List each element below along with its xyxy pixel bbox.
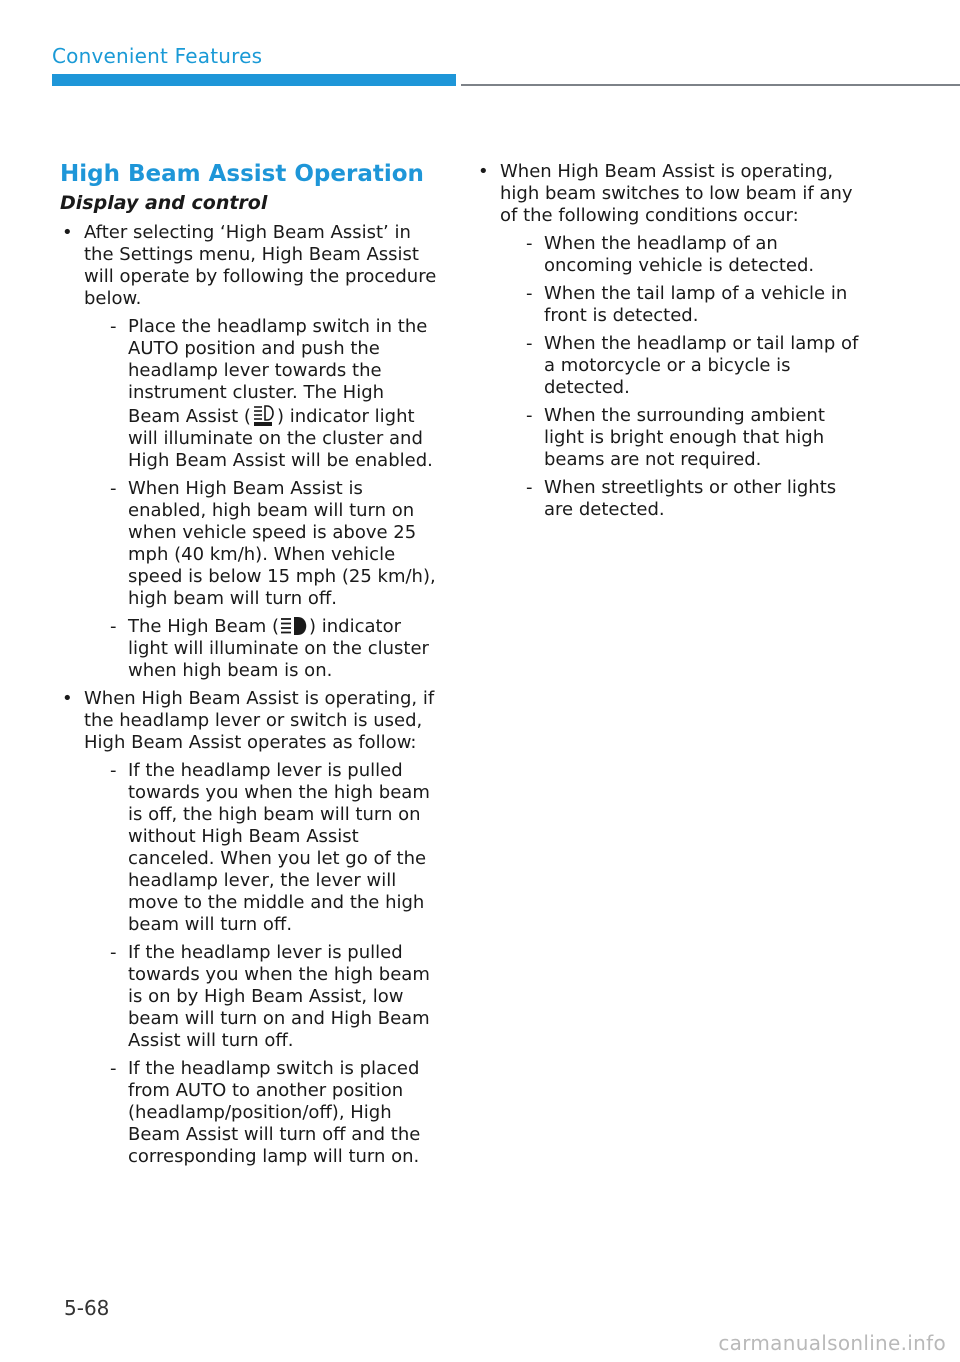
dash-text: When the surrounding ambient light is bright enough that high beams are not required.	[544, 405, 825, 470]
bullet-item	[60, 222, 440, 682]
page-number: 5-68	[64, 1296, 110, 1320]
bullet-text: After selecting ‘High Beam Assist’ in the Settings menu, High Beam Assist will operate by following the procedure below.	[84, 222, 437, 309]
page-heading: High Beam Assist Operation	[60, 161, 424, 187]
bullet-mark: •	[62, 222, 73, 243]
dash-item	[500, 477, 866, 521]
dash-text: When the tail lamp of a vehicle in front is detected.	[544, 283, 848, 326]
section-title: Convenient Features	[52, 44, 263, 68]
dash-item	[84, 760, 440, 936]
dash-text: When streetlights or other lights are detected.	[544, 477, 837, 520]
bullet-item	[476, 161, 866, 521]
dash-text-after-icon: ) indicator light will illuminate on the cluster and High Beam Assist will be enabled.	[128, 406, 433, 471]
dash-item	[500, 283, 866, 327]
dash-item	[500, 233, 866, 277]
dash-item	[84, 478, 440, 610]
subheading: Display and control	[60, 192, 268, 214]
dash-mark: -	[526, 233, 533, 254]
dash-item	[84, 316, 440, 472]
right-column	[476, 161, 866, 527]
dash-text: When the headlamp or tail lamp of a motorcycle or a bicycle is detected.	[544, 333, 859, 398]
dash-text: When High Beam Assist is enabled, high beam will turn on when vehicle speed is above 25 mph (40 km/h). When vehicle speed is below 15 mph (25 km/h), high beam will turn off.	[128, 478, 436, 609]
dash-text: If the headlamp lever is pulled towards you when the high beam is off, the high beam will turn on without High Beam Assist canceled. When you let go of the headlamp lever, the lever will move to the middle and the high beam will turn off.	[128, 760, 430, 935]
dash-mark: -	[110, 616, 117, 637]
bullet-mark: •	[478, 161, 489, 182]
dash-mark: -	[110, 316, 117, 337]
dash-text-before-icon: Place the headlamp switch in the AUTO position and push the headlamp lever towards the instrument cluster. The High Beam Assist (	[128, 316, 428, 427]
dash-item	[84, 1058, 440, 1168]
bullet-mark: •	[62, 688, 73, 709]
dash-text-after-icon: ) indicator light will illuminate on the cluster when high beam is on.	[128, 616, 429, 681]
watermark: carmanualsonline.info	[718, 1331, 946, 1355]
dash-mark: -	[110, 942, 117, 963]
dash-mark: -	[110, 478, 117, 499]
dash-mark: -	[526, 405, 533, 426]
bullet-item	[60, 688, 440, 1168]
high-beam-icon	[279, 616, 309, 636]
dash-mark: -	[110, 1058, 117, 1079]
dash-item	[500, 405, 866, 471]
header-rule-blue	[52, 74, 456, 86]
dash-item	[500, 333, 866, 399]
dash-text: When the headlamp of an oncoming vehicle is detected.	[544, 233, 815, 276]
dash-mark: -	[526, 333, 533, 354]
dash-text: If the headlamp lever is pulled towards you when the high beam is on by High Beam Assist, low beam will turn on and High Beam Assist will turn off.	[128, 942, 430, 1051]
left-column	[60, 158, 440, 1174]
dash-mark: -	[110, 760, 117, 781]
high-beam-assist-auto-icon	[251, 404, 277, 426]
dash-item	[84, 616, 440, 682]
dash-text-before-icon: The High Beam (	[128, 616, 280, 637]
dash-mark: -	[526, 283, 533, 304]
dash-item	[84, 942, 440, 1052]
header-rule-gray	[461, 84, 960, 86]
bullet-text: When High Beam Assist is operating, if the headlamp lever or switch is used, High Beam Assist operates as follow:	[84, 688, 435, 753]
bullet-text: When High Beam Assist is operating, high beam switches to low beam if any of the following conditions occur:	[500, 161, 853, 226]
dash-mark: -	[526, 477, 533, 498]
dash-text: If the headlamp switch is placed from AUTO to another position (headlamp/position/off), High Beam Assist will turn off and the corresponding lamp will turn on.	[128, 1058, 421, 1167]
